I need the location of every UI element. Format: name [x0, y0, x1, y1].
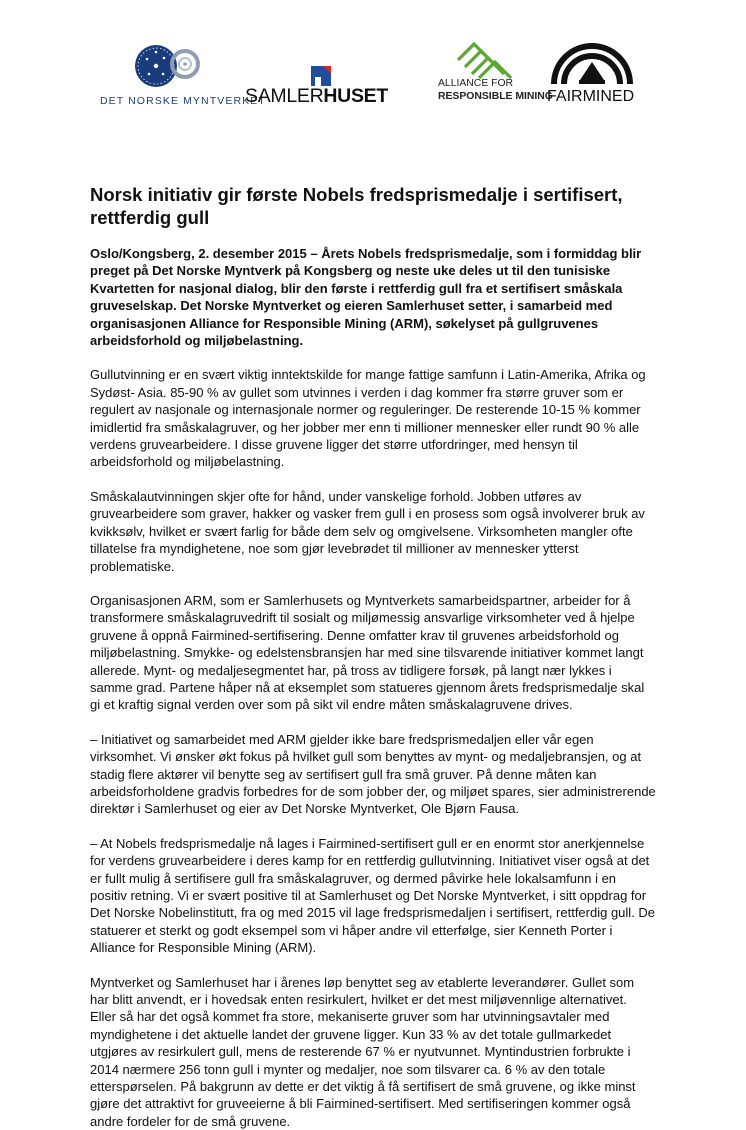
- article-title: Norsk initiativ gir første Nobels fredsprismedalje i sertifisert, rettferdig gull: [90, 184, 623, 228]
- article-lead: Oslo/Kongsberg, 2. desember 2015 – Årets Nobels fredsprismedalje, som i formiddag blir preget på Det Norske Myntverk på Kongsberg og neste uke deles ut til den tunisiske Kvartetten for nasjonal dialog, blir den første i rettferdig gull fra et sertifisert småskala gruveselskap. Det Norske Myntverket og eieren Samlerhuset setter, i samarbeid med organisasjonen Alliance for Responsible Mining (ARM), søkelyset på gullgruvenes arbeidsforhold og miljøbelastning.: [90, 246, 642, 349]
- myntverket-emblem-icon: [100, 42, 240, 92]
- arm-wordmark-line2: RESPONSIBLE MINING: [438, 91, 553, 102]
- fairmined-wordmark: FAIRMINED: [547, 88, 635, 105]
- logo-bar: [0, 0, 746, 120]
- arm-mountain-icon: [438, 40, 548, 80]
- samlerhuset-logo: [245, 62, 405, 110]
- article-paragraph: Småskalautvinningen skjer ofte for hånd, under vanskelige forhold. Jobben utføres av gruvearbeidere som graver, hakker og vasker frem gull i en prosess som også involverer bruk av kvikksølv, hvilket er svært farlig for både dem selv og omgivelsene. Virksomheten mangler ofte tillatelse fra myndighetene, noe som gjør levebrødet til millioner av mennesker ytterst problematiske.: [90, 488, 645, 574]
- article-paragraph: – Initiativet og samarbeidet med ARM gjelder ikke bare fredsprismedaljen eller vår egen virksomhet. Vi ønsker økt fokus på hvilket gull som benyttes av mynt- og medaljebransjen, og at stadig flere aktører vil benytte seg av sertifisert gull fra små gruver. På denne måten kan arbeidsforholdene gradvis forbedres for de som jobber der, og miljøet spares, sier administrerende direktør i Samlerhuset og eier av Det Norske Myntverket, Ole Bjørn Fausa.: [90, 731, 656, 817]
- article-paragraph: Gullutvinning er en svært viktig inntektskilde for mange fattige samfunn i Latin-Amerika, Afrika og Sydøst- Asia. 85-90 % av gullet som utvinnes i verden i dag kommer fra større gruver som er regulert av nasjonale og internasjonale normer og reguleringer. De resterende 10-15 % kommer imidlertid fra småskalagruver, og her jobber mer enn ti millioner mennesker eller rundt 90 % alle verdens gruvearbeidere. I disse gruvene ligger det større utfordringer, med hensyn til arbeidsforhold og miljøbelastning.: [90, 367, 646, 470]
- samlerhuset-bold-text: HUSET: [323, 85, 388, 107]
- samlerhuset-wordmark: [245, 85, 388, 108]
- fairmined-arch-icon: [546, 40, 638, 88]
- samlerhuset-light-text: SAMLER: [245, 85, 324, 107]
- myntverket-wordmark: DET NORSKE MYNTVERKET: [100, 95, 266, 107]
- fairmined-logo: [546, 40, 638, 110]
- article-paragraph: Organisasjonen ARM, som er Samlerhusets og Myntverkets samarbeidspartner, arbeider for å transformere småskalagruvedrift til sosialt og miljømessig ansvarlige virksomheter ved å hjelpe gruvene å oppnå Fairmined-sertifisering. Denne omfatter krav til gruvenes arbeidsforhold og miljøbelastning. Smykke- og edelstensbransjen har med sine tilsvarende initiativer kommet langt allerede. Mynt- og medaljesegmentet har, på tross av tidligere forsøk, på langt nær lykkes i samme grad. Partene håper nå at eksemplet som statueres gjennom årets fredsprismedalje skal gi et kraftig signal verden over som på sikt vil endre måten småskalagruvene drives.: [90, 592, 645, 713]
- alliance-for-responsible-mining-logo: [438, 40, 553, 110]
- arm-wordmark-line1: ALLIANCE FOR: [438, 78, 514, 89]
- article-paragraph: – At Nobels fredsprismedalje nå lages i Fairmined-sertifisert gull er en enormt stor anerkjennelse for verdens gruvearbeidere i deres kamp for en rettferdig gullutvinning. Initiativet viser også at det er fullt mulig å sertifisere gull fra småskalagruver, og dermed påvirke hele lokalsamfunn i en positiv retning. Vi er svært positive til at Samlerhuset og Det Norske Myntverket, i sitt oppdrag for Det Norske Nobelinstitutt, fra og med 2015 vil lage fredsprismedaljen i sertifisert, rettferdig gull. De statuerer et sterkt og godt eksempel som vi håper andre vil etterfølge, sier Kenneth Porter i Alliance for Responsible Mining (ARM).: [90, 835, 656, 956]
- article-paragraph: Myntverket og Samlerhuset har i årenes løp benyttet seg av etablerte leverandører. Gullet som har blitt anvendt, er i hovedsak enten resirkulert, hvilket er det mest miljøvennlige alternativet. Eller så har det også kommet fra store, mekaniserte gruver som har utvinningsavtaler med myndighetene i det aktuelle landet der gruvene ligger. Kun 33 % av det totale gullmarkedet utgjøres av resirkulert gull, mens de resterende 67 % er nyutvunnet. Myntindustrien forbrukte i 2014 nærmere 256 tonn gull i mynter og medaljer, noe som tilsvarer ca. 6 % av den totale etterspørselen. På bakgrunn av dette er det viktig å få sertifisert de små gruvene, og ikke minst gjøre det attraktivt for gruveeierne å bli Fairmined-sertifisert. Med sertifiseringen kommer også andre fordeler for de små gruvene.: [90, 974, 636, 1129]
- det-norske-myntverket-logo: [100, 42, 266, 112]
- press-release: [90, 183, 656, 1130]
